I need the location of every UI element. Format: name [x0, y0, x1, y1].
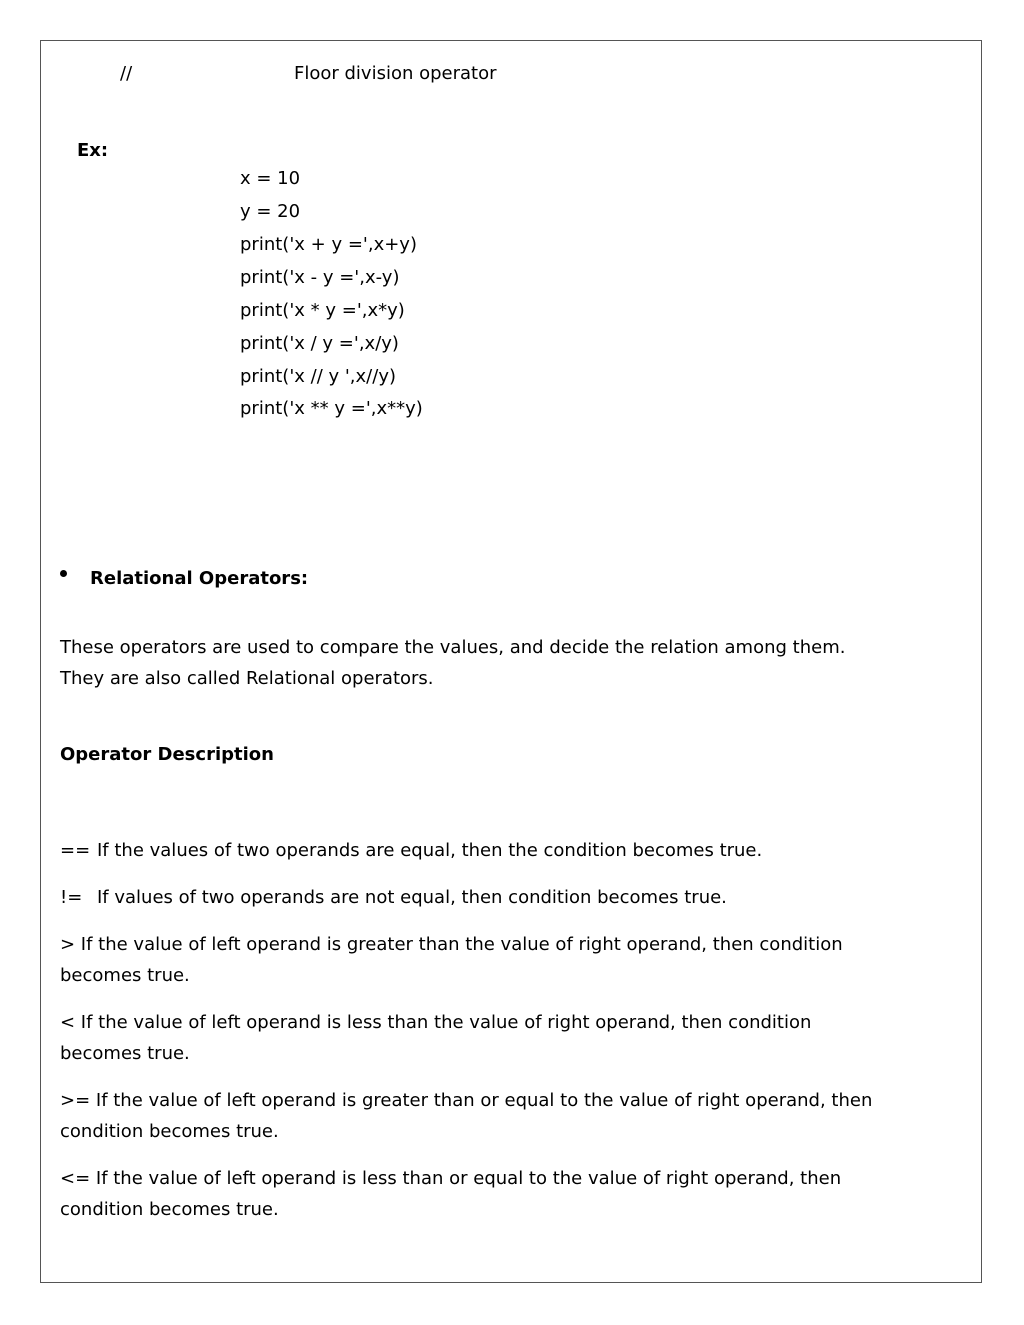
- code-line: print('x + y =',x+y): [240, 234, 417, 255]
- operator-description: If values of two operands are not equal, then condition becomes true.: [97, 887, 727, 908]
- operator-description-line-2: condition becomes true.: [60, 1199, 279, 1220]
- operator-description-line-2: becomes true.: [60, 965, 190, 986]
- code-line: print('x * y =',x*y): [240, 300, 405, 321]
- example-label: Ex:: [77, 140, 109, 161]
- operator-table-header: Operator Description: [60, 744, 274, 765]
- code-line: print('x - y =',x-y): [240, 267, 400, 288]
- operator-description-line-1: <= If the value of left operand is less than or equal to the value of right operand, then: [60, 1168, 842, 1189]
- intro-line-1: These operators are used to compare the values, and decide the relation among them.: [60, 637, 846, 658]
- operator-description-line-1: < If the value of left operand is less than the value of right operand, then condition: [60, 1012, 812, 1033]
- code-line: x = 10: [240, 168, 301, 189]
- operator-description-line-2: condition becomes true.: [60, 1121, 279, 1142]
- operator-symbol: !=: [60, 887, 83, 908]
- operator-description-line-1: >= If the value of left operand is greater than or equal to the value of right operand, then: [60, 1090, 873, 1111]
- relational-heading: Relational Operators:: [90, 568, 309, 589]
- operator-description: If the values of two operands are equal, then the condition becomes true.: [97, 840, 763, 861]
- operator-description-line-1: > If the value of left operand is greater than the value of right operand, then condition: [60, 934, 843, 955]
- code-line: y = 20: [240, 201, 301, 222]
- code-line: print('x / y =',x/y): [240, 333, 399, 354]
- bullet-icon: [60, 570, 67, 577]
- operator-symbol: ==: [60, 840, 91, 861]
- code-line: print('x ** y =',x**y): [240, 398, 423, 419]
- floor-division-symbol: //: [120, 63, 133, 84]
- operator-description-line-2: becomes true.: [60, 1043, 190, 1064]
- intro-line-2: They are also called Relational operators.: [60, 668, 434, 689]
- code-line: print('x // y ',x//y): [240, 366, 396, 387]
- floor-division-description: Floor division operator: [294, 63, 497, 84]
